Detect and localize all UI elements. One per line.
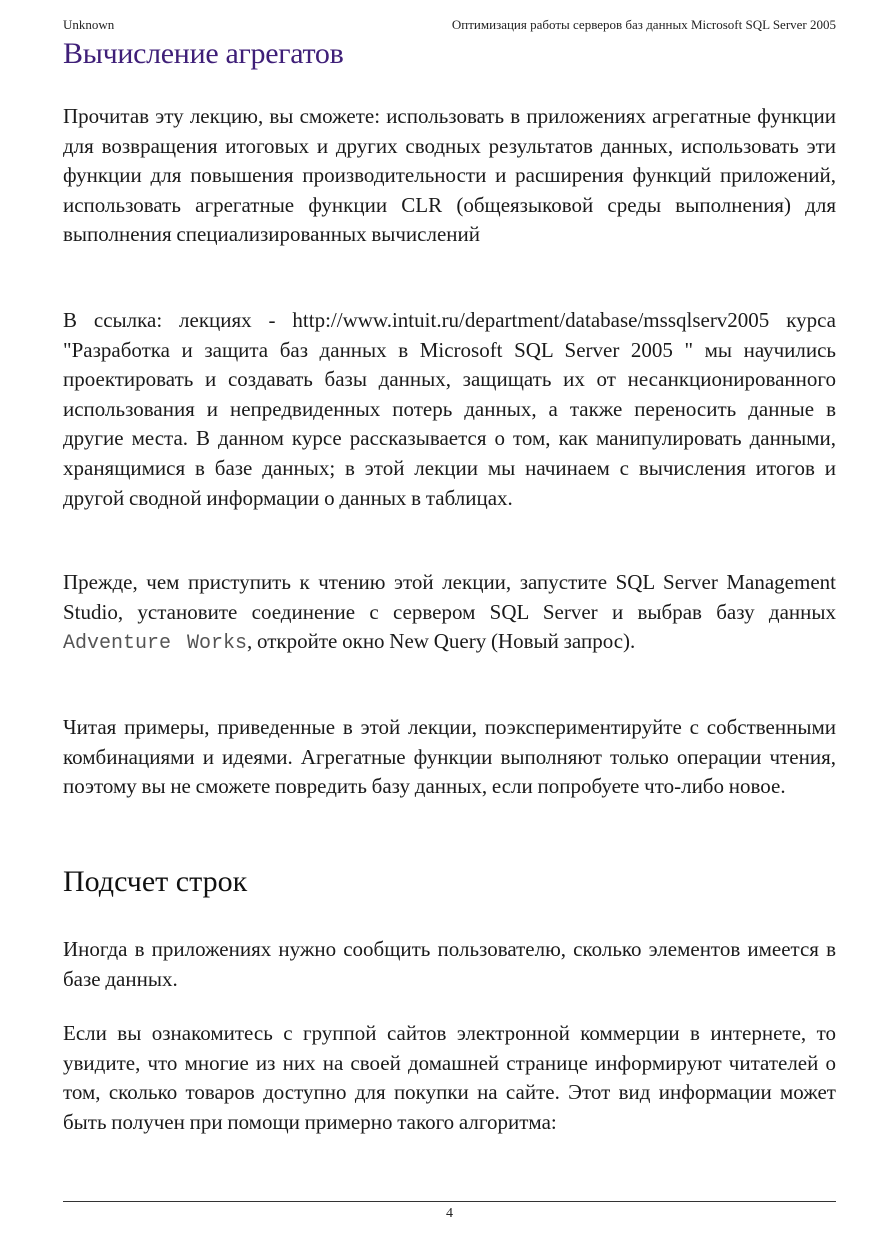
database-name-code: Adventure Works — [63, 632, 248, 656]
header-left-text: Unknown — [63, 17, 115, 32]
document-page — [63, 0, 836, 1241]
experiment-paragraph: Читая примеры, приведенные в этой лекции, поэкспериментируйте с собственными комбинациями и идеями. Агрегатные функции выполняют только операции чтения, поэтому вы не сможете повредить базу данных, если попробуете что-либо новое. — [63, 715, 836, 799]
reference-paragraph: В ссылка: лекциях - http://www.intuit.ru/department/database/mssqlserv2005 курса "Разработка и защита баз данных в Microsoft SQL Server 2005 " мы научились проектировать и создавать базы данных, защищать их от несанкционированного использования и непредвиденных потерь данных, а также переносить данные в другие места. В данном курсе рассказывается о том, как манипулировать данными, хранящимися в базе данных; в этой лекции мы начинаем с вычисления итогов и другой сводной информации о данных в таблицах. — [63, 308, 836, 510]
intro-paragraph: Прочитав эту лекцию, вы сможете: использовать в приложениях агрегатные функции для возвращения итоговых и других сводных результатов данных, использовать эти функции для повышения производительности и расширения функций приложений, использовать агрегатные функции CLR (общеязыковой среды выполнения) для выполнения специализированных вычислений — [63, 104, 836, 247]
section-paragraph-1: Иногда в приложениях нужно сообщить пользователю, сколько элементов имеется в базе данных. — [63, 937, 836, 991]
setup-paragraph — [63, 568, 836, 659]
section-paragraph-2: Если вы ознакомитесь с группой сайтов электронной коммерции в интернете, то увидите, что многие из них на своей домашней странице информируют читателей о том, сколько товаров доступно для покупки на сайте. Этот вид информации может быть получен при помощи примерно такого алгоритма: — [63, 1021, 836, 1134]
running-header — [63, 17, 836, 33]
footer-divider — [63, 1201, 836, 1202]
setup-text-before: Прежде, чем приступить к чтению этой лекции, запустите SQL Server Management Studio, установите соединение с сервером SQL Server и выбрав базу данных — [63, 570, 836, 624]
section-title: Подсчет строк — [63, 865, 248, 898]
setup-text-after: , откройте окно New Query (Новый запрос). — [247, 629, 636, 654]
page-number: 4 — [446, 1206, 453, 1221]
header-right-text: Оптимизация работы серверов баз данных Microsoft SQL Server 2005 — [451, 17, 836, 32]
chapter-title: Вычисление агрегатов — [63, 37, 344, 70]
